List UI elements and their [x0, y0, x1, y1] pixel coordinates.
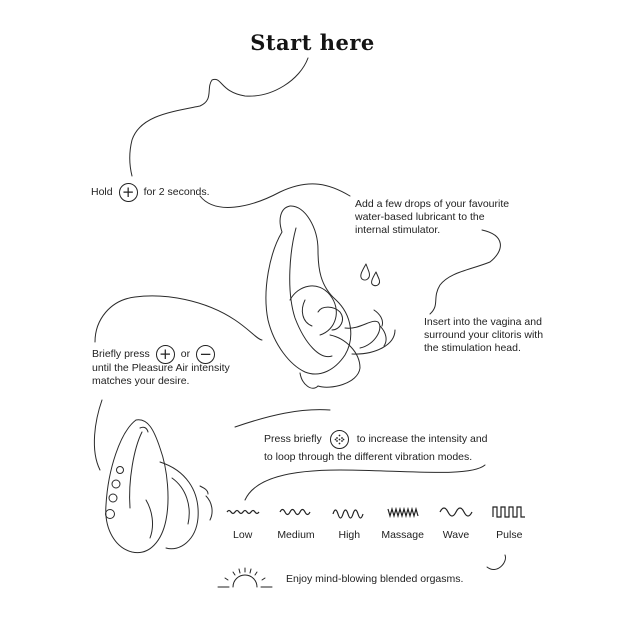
pulse-wave-icon — [492, 505, 526, 519]
mode-wave-label: Wave — [442, 529, 470, 541]
step-intensity — [92, 345, 272, 388]
footer-text: Enjoy mind-blowing blended orgasms. — [286, 572, 464, 585]
step-hold — [91, 183, 210, 202]
vibration-label: Press briefly — [264, 433, 322, 445]
mode-low — [216, 505, 269, 541]
hold-duration: for 2 seconds. — [143, 186, 210, 198]
plus-icon: + — [119, 183, 138, 202]
massage-wave-icon — [386, 505, 420, 519]
mode-pulse-label: Pulse — [496, 529, 523, 541]
step-vibration — [264, 430, 514, 464]
mode-high — [323, 505, 376, 541]
mode-pulse — [483, 505, 536, 541]
footer — [216, 566, 463, 592]
mode-massage-label: Massage — [381, 529, 424, 541]
page-title: Start here — [250, 30, 375, 55]
low-wave-icon — [226, 505, 260, 519]
mode-wave — [429, 505, 482, 541]
mode-high-label: High — [338, 529, 361, 541]
medium-wave-icon — [279, 505, 313, 519]
mode-medium — [269, 505, 322, 541]
vibration-intensity: to increase the intensity and — [356, 433, 488, 445]
mode-massage — [376, 505, 429, 541]
intensity-or: or — [180, 348, 191, 360]
wave-icon — [439, 505, 473, 519]
vibration-dots-icon — [330, 430, 349, 449]
step-lube: Add a few drops of your favourite water-based lubricant to the internal stimulator. — [355, 198, 510, 236]
plus-icon: + — [156, 345, 175, 364]
high-wave-icon — [332, 505, 366, 519]
sunrise-icon — [216, 566, 274, 592]
hold-label: Hold — [91, 186, 113, 198]
step-insert: Insert into the vagina and surround your clitoris with the stimulation head. — [424, 316, 544, 354]
mode-low-label: Low — [233, 529, 253, 541]
mode-medium-label: Medium — [277, 529, 315, 541]
vibration-modes-description: to loop through the different vibration modes. — [264, 451, 473, 463]
minus-icon: − — [196, 345, 215, 364]
vibration-modes — [216, 505, 536, 541]
intensity-label: Briefly press — [92, 348, 150, 360]
intensity-description: until the Pleasure Air intensity matches your desire. — [92, 362, 230, 387]
